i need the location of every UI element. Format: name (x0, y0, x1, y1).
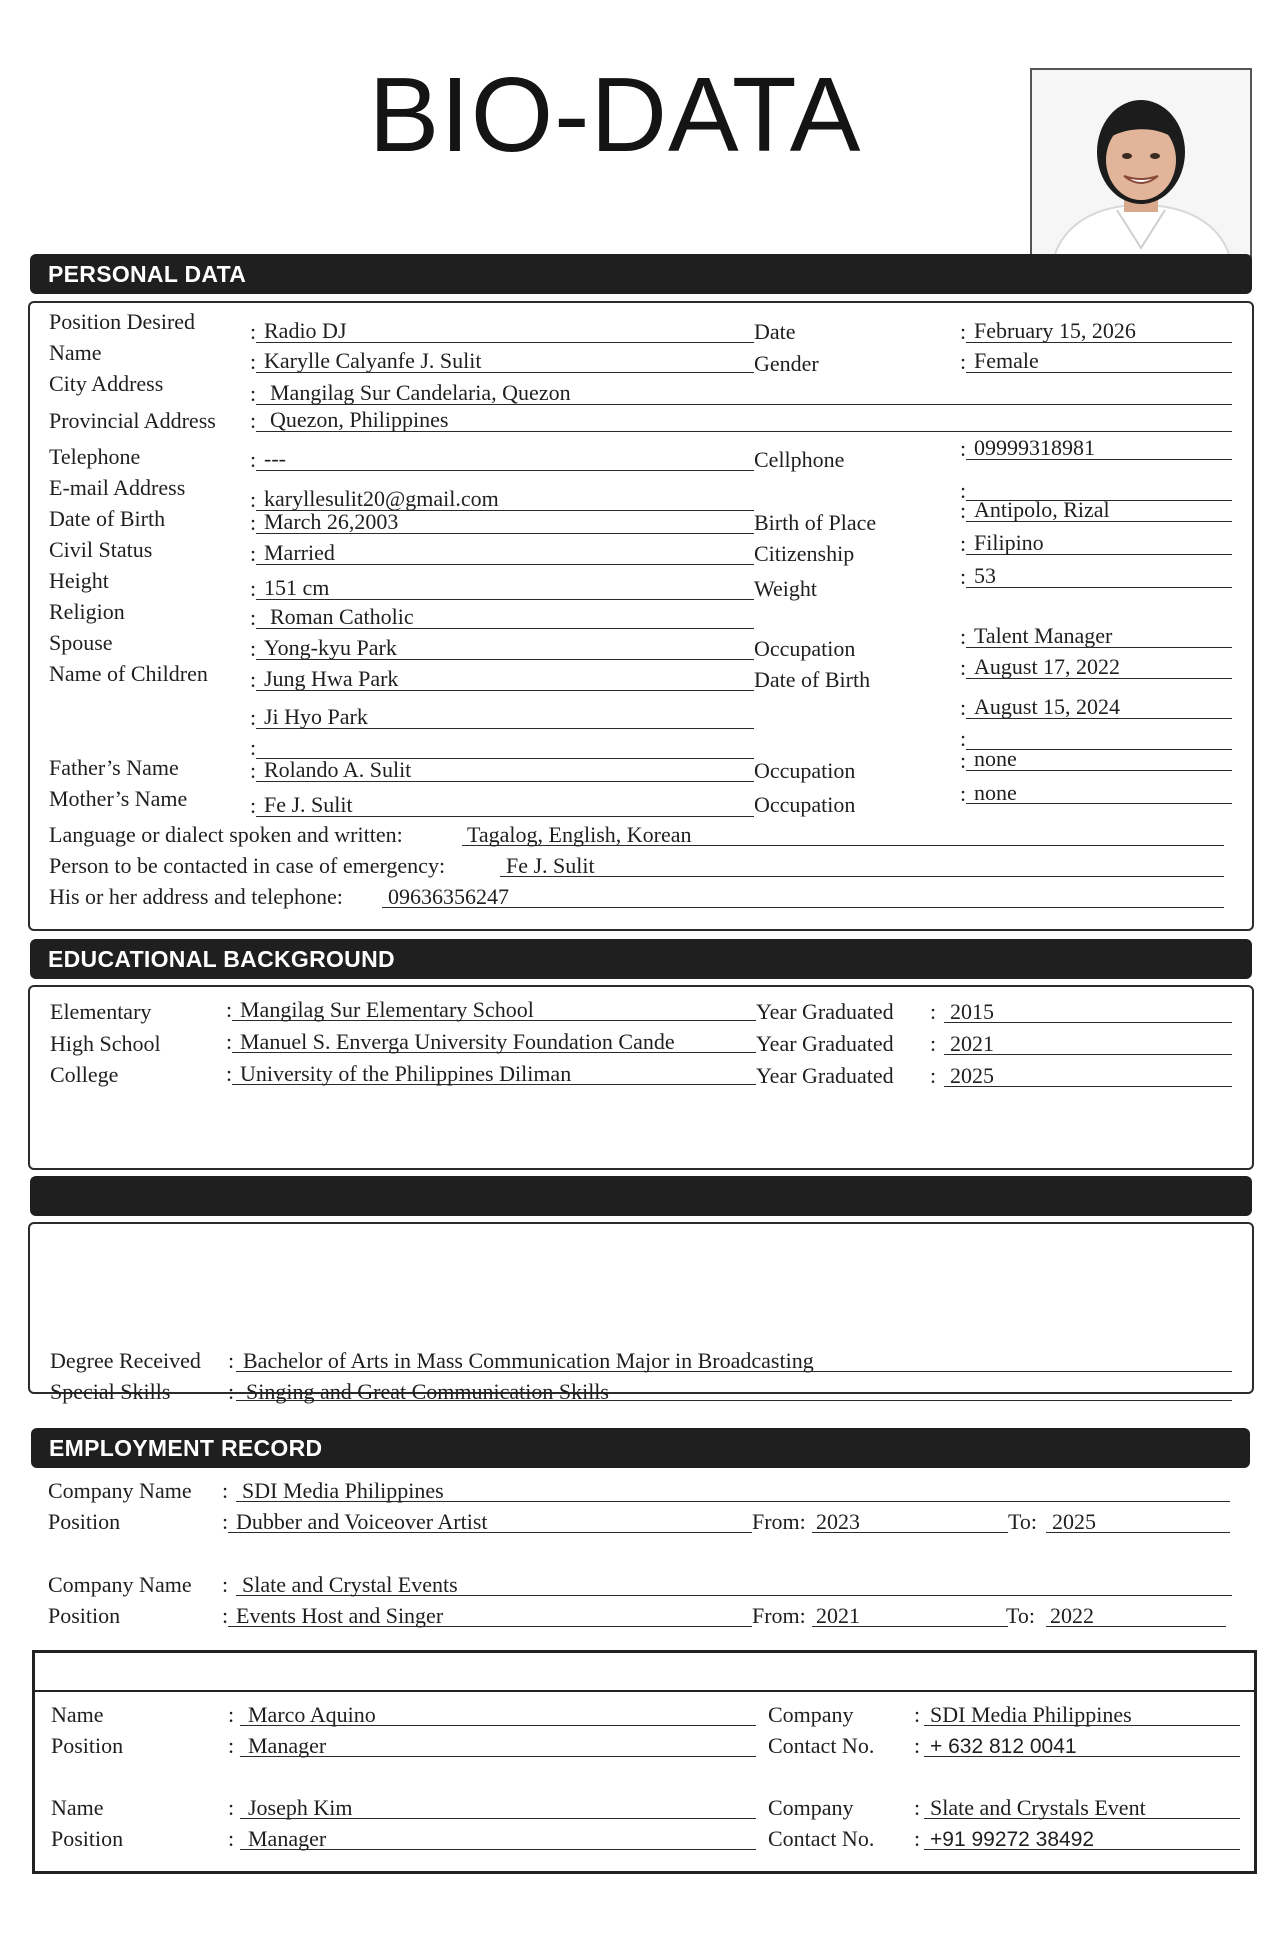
college-year: 2025 (950, 1063, 994, 1088)
college-name: University of the Philippines Diliman (240, 1061, 572, 1086)
provincial-address-value: Quezon, Philippines (270, 407, 449, 432)
ref-2-position: Manager (248, 1826, 327, 1851)
elementary-school: Mangilag Sur Elementary School (240, 997, 534, 1022)
high-school-name: Manuel S. Enverga University Foundation Cande (240, 1029, 675, 1054)
date-of-birth-label: Date of Birth (49, 506, 166, 531)
name-label: Name (49, 340, 102, 365)
employment-header (31, 1428, 1250, 1468)
profile-photo (1030, 68, 1252, 266)
cellphone-value: 09999318981 (974, 435, 1095, 460)
emergency-label: Person to be contacted in case of emergency: (49, 853, 446, 878)
provincial-address-label: Provincial Address (49, 408, 216, 433)
height-label: Height (49, 568, 109, 593)
education-box (28, 985, 1254, 1170)
mother-occupation-label: Occupation (754, 792, 856, 817)
elementary-year-label: Year Graduated (756, 999, 894, 1024)
degree-value: Bachelor of Arts in Mass Communication Major in Broadcasting (243, 1348, 814, 1373)
company-2-value: Slate and Crystal Events (242, 1572, 458, 1597)
email-label: E-mail Address (49, 475, 186, 500)
from-2-label: From: (752, 1603, 806, 1628)
ref-1-name-label: Name (51, 1702, 104, 1727)
education-title: EDUCATIONAL BACKGROUND (48, 946, 395, 972)
high-school-label: High School (50, 1031, 161, 1056)
children-label: Name of Children (49, 661, 208, 686)
ref-1-position: Manager (248, 1733, 327, 1758)
date-value: February 15, 2026 (974, 318, 1136, 343)
position-2-value: Events Host and Singer (236, 1603, 444, 1628)
date-label: Date (754, 319, 796, 344)
ref-1-contact: + 632 812 0041 (930, 1735, 1077, 1758)
civil-status-value: Married (264, 540, 335, 565)
father-occupation-value: none (974, 746, 1017, 771)
skills-label: Special Skills (50, 1379, 171, 1404)
child-2-dob: August 15, 2024 (974, 694, 1121, 719)
person-portrait-icon (1032, 70, 1250, 264)
from-2-value: 2021 (816, 1603, 860, 1628)
language-value: Tagalog, English, Korean (467, 822, 692, 847)
ref-2-name: Joseph Kim (248, 1795, 353, 1820)
birth-place-label: Birth of Place (754, 510, 877, 535)
emergency-contact-value: 09636356247 (388, 884, 509, 909)
employment-title: EMPLOYMENT RECORD (49, 1435, 323, 1461)
emergency-value: Fe J. Sulit (506, 853, 595, 878)
civil-status-label: Civil Status (49, 537, 153, 562)
company-2-label: Company Name (48, 1572, 192, 1597)
children-dob-label: Date of Birth (754, 667, 871, 692)
weight-value: 53 (974, 563, 996, 588)
father-label: Father’s Name (49, 755, 179, 780)
personal-data-header (30, 254, 1252, 294)
spouse-occupation-value: Talent Manager (974, 623, 1113, 648)
skills-value: Singing and Great Communication Skills (246, 1379, 609, 1404)
ref-1-position-label: Position (51, 1733, 124, 1758)
degree-label: Degree Received (50, 1348, 201, 1373)
spouse-label: Spouse (49, 630, 113, 655)
child-2-name: Ji Hyo Park (264, 704, 368, 729)
mother-occupation-value: none (974, 780, 1017, 805)
email-value: karyllesulit20@gmail.com (264, 486, 499, 511)
child-1-name: Jung Hwa Park (264, 666, 399, 691)
blank-section-header (30, 1176, 1252, 1216)
ref-2-contact: +91 99272 38492 (930, 1828, 1095, 1851)
position-1-value: Dubber and Voiceover Artist (236, 1509, 488, 1534)
mother-value: Fe J. Sulit (264, 792, 353, 817)
to-1-value: 2025 (1052, 1509, 1096, 1534)
from-1-label: From: (752, 1509, 806, 1534)
religion-value: Roman Catholic (270, 604, 414, 629)
ref-2-company: Slate and Crystals Event (930, 1795, 1146, 1820)
position-desired-label: Position Desired (49, 309, 196, 334)
position-desired-value: Radio DJ (264, 318, 347, 343)
high-school-year-label: Year Graduated (756, 1031, 894, 1056)
language-label: Language or dialect spoken and written: (49, 822, 403, 847)
personal-data-title: PERSONAL DATA (48, 261, 247, 287)
citizenship-label: Citizenship (754, 541, 855, 566)
city-address-value: Mangilag Sur Candelaria, Quezon (270, 380, 571, 405)
page-title: BIO-DATA (368, 56, 862, 174)
to-1-label: To: (1008, 1509, 1038, 1534)
to-2-value: 2022 (1050, 1603, 1094, 1628)
city-address-label: City Address (49, 371, 164, 396)
height-value: 151 cm (264, 575, 330, 600)
spouse-occupation-label: Occupation (754, 636, 856, 661)
elementary-year: 2015 (950, 999, 994, 1024)
emergency-contact-label: His or her address and telephone: (49, 884, 343, 909)
college-year-label: Year Graduated (756, 1063, 894, 1088)
ref-1-company: SDI Media Philippines (930, 1702, 1132, 1727)
education-header (30, 939, 1252, 979)
telephone-label: Telephone (49, 444, 141, 469)
gender-value: Female (974, 348, 1039, 373)
father-occupation-label: Occupation (754, 758, 856, 783)
mother-label: Mother’s Name (49, 786, 188, 811)
weight-label: Weight (754, 576, 817, 601)
company-1-value: SDI Media Philippines (242, 1478, 444, 1503)
to-2-label: To: (1006, 1603, 1036, 1628)
child-1-dob: August 17, 2022 (974, 654, 1121, 679)
father-value: Rolando A. Sulit (264, 757, 412, 782)
college-label: College (50, 1062, 119, 1087)
high-school-year: 2021 (950, 1031, 994, 1056)
date-of-birth-value: March 26,2003 (264, 509, 399, 534)
ref-2-contact-label: Contact No. (768, 1826, 875, 1851)
from-1-value: 2023 (816, 1509, 860, 1534)
elementary-label: Elementary (50, 999, 152, 1024)
telephone-value: --- (264, 446, 286, 471)
religion-label: Religion (49, 599, 125, 624)
spouse-value: Yong-kyu Park (264, 635, 397, 660)
ref-1-name: Marco Aquino (248, 1702, 376, 1727)
ref-2-name-label: Name (51, 1795, 104, 1820)
ref-2-position-label: Position (51, 1826, 124, 1851)
name-value: Karylle Calyanfe J. Sulit (264, 348, 482, 373)
citizenship-value: Filipino (974, 530, 1044, 555)
gender-label: Gender (754, 351, 819, 376)
ref-2-company-label: Company (768, 1795, 854, 1820)
ref-1-contact-label: Contact No. (768, 1733, 875, 1758)
company-1-label: Company Name (48, 1478, 192, 1503)
birth-place-value: Antipolo, Rizal (974, 497, 1110, 522)
ref-1-company-label: Company (768, 1702, 854, 1727)
position-2-label: Position (48, 1603, 121, 1628)
cellphone-label: Cellphone (754, 447, 845, 472)
position-1-label: Position (48, 1509, 121, 1534)
